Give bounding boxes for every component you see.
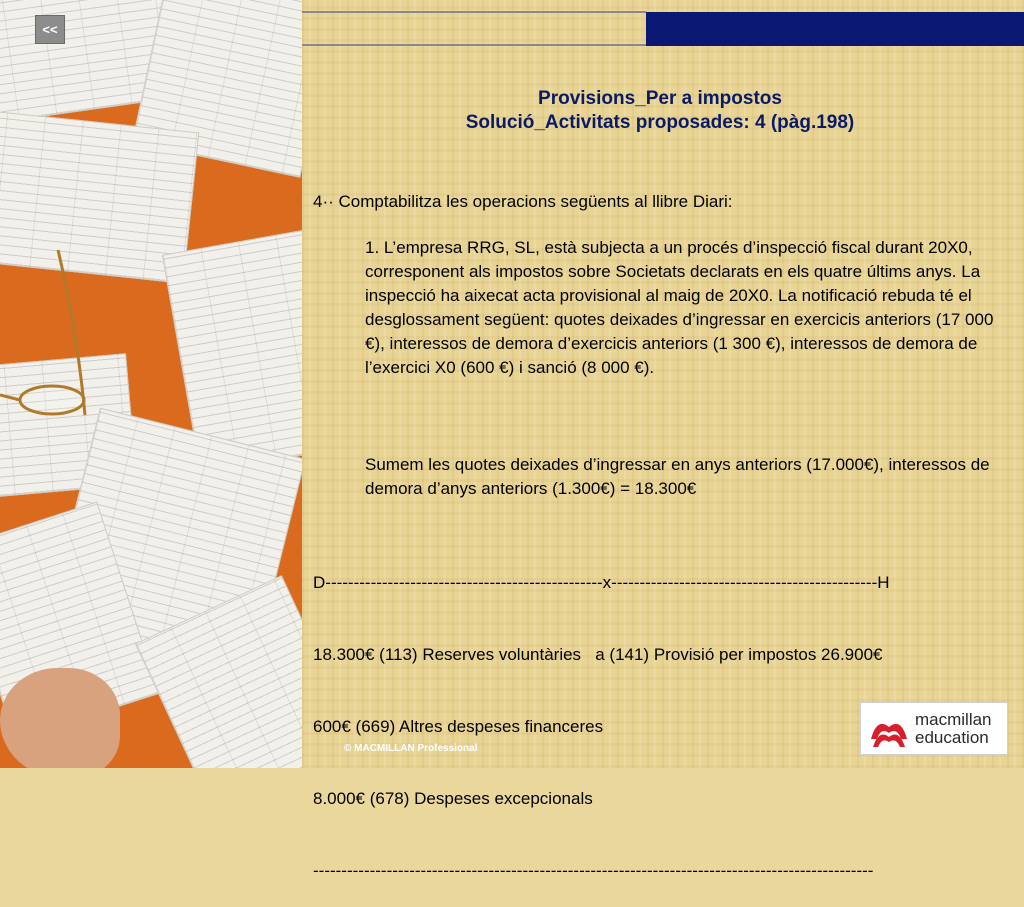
header-divider: [302, 44, 646, 46]
summary-text: Sumem les quotes deixades d’ingressar en anys anteriors (17.000€), interessos de demora d’anys anteriors (1.300€) = 18.300€: [365, 455, 990, 498]
logo-text: [915, 711, 992, 747]
header-divider: [302, 11, 646, 13]
question-text: 4·· Comptabilitza les operacions següents al llibre Diari:: [313, 192, 733, 211]
glasses-icon: [0, 240, 120, 430]
logo-line-2: education: [915, 727, 989, 747]
journal-line: 600€ (669) Altres despeses financeres: [313, 717, 604, 736]
title-line-1: Provisions_Per a impostos: [538, 88, 782, 109]
statement-text: 1. L’empresa RRG, SL, està subjecta a un procés d’inspecció fiscal durant 20X0, corresponent als impostos sobre Societats declarats en els quatre últims anys. La inspecció ha aixecat acta provisional al maig de 20X0. La notificació rebuda té el desglossament següent: quotes deixades d’ingressar en exercicis anteriors (17 000 €), interessos de demora d’exercicis anteriors (1 300 €), interessos de demora de l’exercici X0 (600 €) i sanció (8 000 €).: [365, 238, 994, 377]
journal-header: D-------------------------------------------------x-----------------------------------------------H: [313, 573, 890, 592]
macmillan-logo: [860, 702, 1008, 755]
macmillan-logo-icon: [869, 709, 909, 749]
journal-line: 8.000€ (678) Despeses excepcionals: [313, 789, 593, 808]
decorative-photo-panel: [0, 0, 302, 768]
logo-line-1: macmillan: [915, 709, 992, 729]
copyright-text: © MACMILLAN Professional: [344, 743, 478, 754]
journal-footer: ---------------------------------------------------------------------------------------------------: [313, 861, 874, 880]
title-line-2: Solució_Activitats proposades: 4 (pàg.198): [465, 112, 855, 133]
header-bar: [646, 12, 1024, 46]
hand-photo: [0, 668, 120, 768]
journal-line: 18.300€ (113) Reserves voluntàries a (141) Provisió per impostos 26.900€: [313, 645, 883, 664]
page-title: [330, 87, 990, 135]
back-button[interactable]: <<: [35, 15, 65, 44]
